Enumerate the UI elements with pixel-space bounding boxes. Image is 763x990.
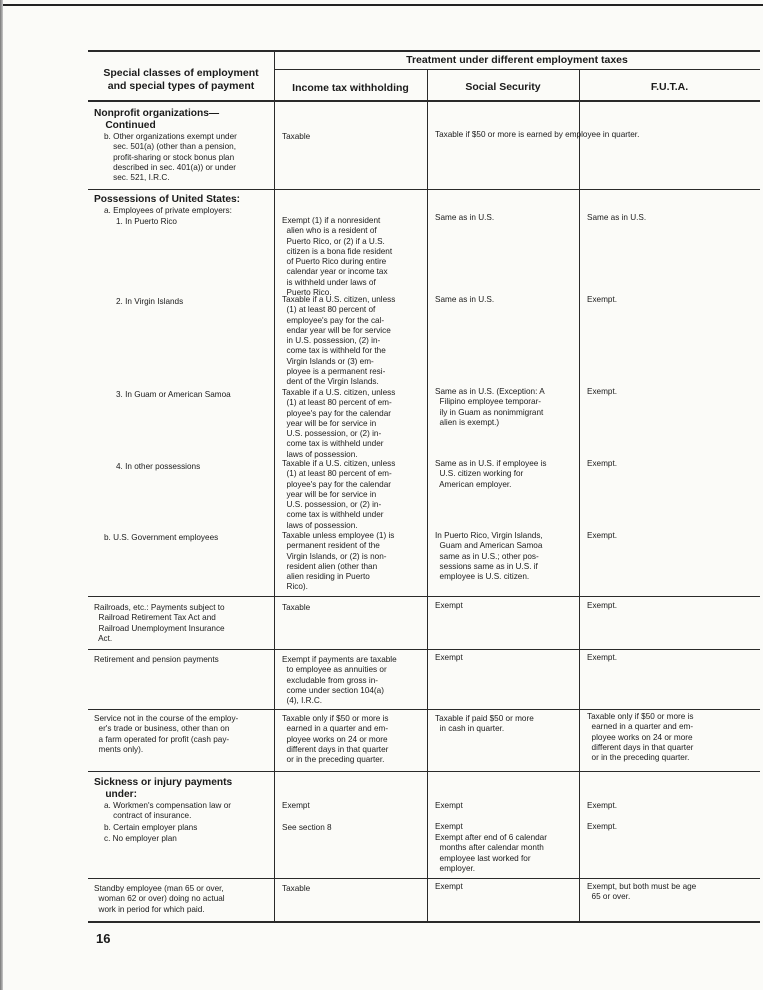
standby-futa: Exempt, but both must be age 65 or over. [587, 882, 697, 902]
railroads-income-tax: Taxable [282, 603, 311, 612]
virgin-islands-label: 2. In Virgin Islands [116, 297, 184, 306]
service-not-in-trade-label: Service not in the course of the employ- er's trade or business, other than on a farm operated for profit (cash pay- ments only). [94, 714, 239, 754]
puerto-rico-label: 1. In Puerto Rico [116, 217, 177, 226]
column-header-income-tax: Income tax withholding [292, 82, 409, 94]
column-rule [427, 69, 428, 922]
railroads-futa: Exempt. [587, 601, 618, 610]
guam-samoa-income-tax: Taxable if a U.S. citizen, unless (1) at least 80 percent of em- ployee's pay for the calendar year will be for service in U.S. possession, or (2) in- come tax is withheld under laws of possession. [282, 388, 396, 459]
retirement-futa: Exempt. [587, 653, 618, 662]
guam-samoa-social-security: Same as in U.S. (Exception: A Filipino employee temporar- ily in Guam as nonimmigrant alien is exempt.) [435, 387, 545, 427]
page-number: 16 [96, 931, 111, 946]
us-government-social-security: In Puerto Rico, Virgin Islands, Guam and American Samoa same as in U.S.; other pos- sessions same as in U.S. if employee is U.S. citizen. [435, 531, 543, 582]
us-government-income-tax: Taxable unless employee (1) is permanent resident of the Virgin Islands, or (2) is non- resident alien (other than alien residing in Puerto Rico). [282, 531, 395, 592]
sickness-item-c: c. No employer plan [104, 834, 177, 843]
sickness-a-income-tax: Exempt [282, 801, 310, 810]
puerto-rico-social-security: Same as in U.S. [435, 213, 495, 222]
column-header-classes: Special classes of employment and special types of payment [103, 67, 259, 92]
puerto-rico-futa: Same as in U.S. [587, 213, 647, 222]
scan-edge [0, 0, 3, 990]
service-not-in-trade-income-tax: Taxable only if $50 or more is earned in a quarter and em- ployee works on 24 or more different days in that quarter or in the preceding quarter. [282, 714, 389, 765]
row-rule [88, 771, 760, 772]
sickness-b-social-security: Exempt [435, 822, 463, 831]
sickness-a-futa: Exempt. [587, 801, 618, 810]
nonprofit-social-security-futa: Taxable if $50 or more is earned by employee in quarter. [435, 130, 640, 139]
sickness-item-a: a. Workmen's compensation law or contract of insurance. [104, 801, 232, 821]
sickness-b-futa: Exempt. [587, 822, 618, 831]
guam-samoa-label: 3. In Guam or American Samoa [116, 390, 231, 399]
other-possessions-label: 4. In other possessions [116, 462, 201, 471]
other-possessions-income-tax: Taxable if a U.S. citizen, unless (1) at least 80 percent of em- ployee's pay for the calendar year will be for service in U.S. possession, or (2) in- come tax is withheld under laws of possession. [282, 459, 396, 530]
standby-social-security: Exempt [435, 882, 463, 891]
section-title-sickness: Sickness or injury payments under: [94, 777, 233, 800]
table-bottom-rule [88, 921, 760, 923]
section-title-possessions: Possessions of United States: [94, 194, 241, 205]
row-rule [88, 189, 760, 190]
retirement-label: Retirement and pension payments [94, 655, 219, 664]
railroads-label: Railroads, etc.: Payments subject to Railroad Retirement Tax Act and Railroad Unemployment Insurance Act. [94, 603, 225, 643]
row-rule [88, 596, 760, 597]
header-bottom-rule [88, 100, 760, 102]
column-header-social-security: Social Security [465, 81, 541, 93]
possessions-subheading: a. Employees of private employers: [104, 206, 232, 215]
virgin-islands-social-security: Same as in U.S. [435, 295, 495, 304]
service-not-in-trade-social-security: Taxable if paid $50 or more in cash in quarter. [435, 714, 534, 734]
us-government-futa: Exempt. [587, 531, 618, 540]
row-rule [88, 878, 760, 879]
service-not-in-trade-futa: Taxable only if $50 or more is earned in a quarter and em- ployee works on 24 or more different days in that quarter or in the preceding quarter. [587, 712, 694, 763]
railroads-social-security: Exempt [435, 601, 463, 610]
sickness-item-b: b. Certain employer plans [104, 823, 198, 832]
column-rule [274, 50, 275, 922]
retirement-income-tax: Exempt if payments are taxable to employee as annuities or excludable from gross in- come under section 104(a) (4), I.R.C. [282, 655, 397, 706]
row-rule [88, 709, 760, 710]
group-header: Treatment under different employment taxes [406, 54, 628, 66]
other-possessions-social-security: Same as in U.S. if employee is U.S. citizen working for American employer. [435, 459, 547, 489]
standby-income-tax: Taxable [282, 884, 311, 893]
nonprofit-income-tax: Taxable [282, 132, 311, 141]
us-government-label: b. U.S. Government employees [104, 533, 219, 542]
sickness-a-social-security: Exempt [435, 801, 463, 810]
other-possessions-futa: Exempt. [587, 459, 618, 468]
table-top-rule [88, 50, 760, 52]
retirement-social-security: Exempt [435, 653, 463, 662]
sickness-c-social-security: Exempt after end of 6 calendar months after calendar month employee last worked for employer. [435, 833, 547, 873]
guam-samoa-futa: Exempt. [587, 387, 618, 396]
sickness-b-income-tax: See section 8 [282, 823, 332, 832]
page-top-rule [0, 4, 763, 6]
group-header-rule [274, 69, 760, 70]
column-header-futa: F.U.T.A. [650, 81, 689, 93]
puerto-rico-income-tax: Exempt (1) if a nonresident alien who is a resident of Puerto Rico, or (2) if a U.S. citizen is a bona fide resident of Puerto Rico during entire calendar year or income tax is withheld under laws of Puerto Rico. [282, 216, 393, 298]
standby-employee-label: Standby employee (man 65 or over, woman 62 or over) doing no actual work in period for which paid. [94, 884, 225, 914]
row-rule [88, 649, 760, 650]
nonprofit-item-b: b. Other organizations exempt under sec. 501(a) (other than a pension, profit-sharing or stock bonus plan described in sec. 401(a)) or under sec. 521, I.R.C. [104, 132, 237, 183]
virgin-islands-income-tax: Taxable if a U.S. citizen, unless (1) at least 80 percent of employee's pay for the cal- endar year will be for service in U.S. possession, (2) in- come tax is withheld for the Virgin Islands or (3) em- ployee is a permanent resi- dent of the Virgin Islands. [282, 295, 396, 387]
virgin-islands-futa: Exempt. [587, 295, 618, 304]
section-title-nonprofit: Nonprofit organizations— Continued [94, 108, 220, 131]
employment-tax-table [88, 50, 760, 922]
column-rule [579, 69, 580, 922]
